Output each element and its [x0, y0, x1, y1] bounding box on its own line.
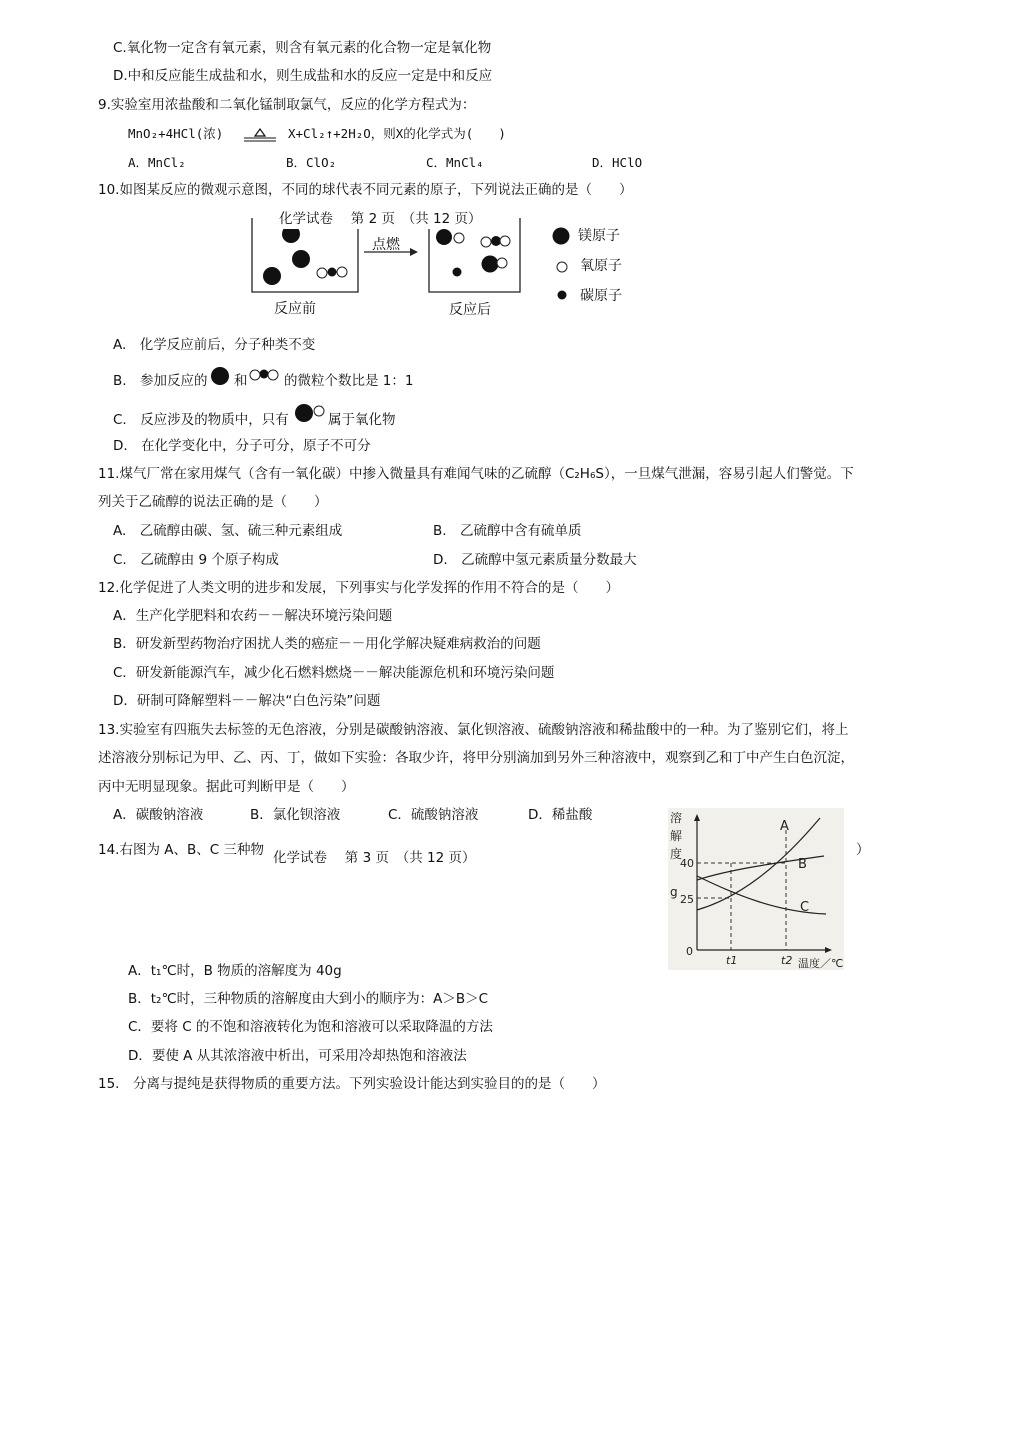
- after-label: 反应后: [449, 302, 491, 318]
- ylabel-char: 度: [670, 847, 683, 861]
- oxygen-atom: [497, 258, 507, 268]
- carbon-dioxide-molecule-icon: [248, 366, 284, 384]
- magnesium-oxide-molecule-icon: [294, 402, 328, 424]
- q12-option-a: A．生产化学肥料和农药－－解决环境污染问题: [113, 608, 393, 624]
- oxygen-atom: [317, 268, 327, 278]
- q9-option-b: B．ClO₂: [286, 155, 337, 170]
- q14-option-a: A．t₁℃时，B 物质的溶解度为 40g: [128, 963, 342, 979]
- q8-option-c: C.氧化物一定含有氧元素，则含有氧元素的化合物一定是氧化物: [113, 40, 492, 56]
- xtick-t2: t2: [781, 954, 793, 967]
- magnesium-atom: [482, 256, 499, 273]
- q10-option-a: A. 化学反应前后，分子种类不变: [113, 337, 316, 353]
- q11-option-a: A. 乙硫醇由碳、氢、硫三种元素组成: [113, 523, 343, 539]
- q12-option-c: C．研发新能源汽车，减少化石燃料燃烧－－解决能源危机和环境污染问题: [113, 665, 555, 681]
- q9-option-c: C．MnCl₄: [426, 155, 484, 170]
- q10-option-c-2: 属于氧化物: [328, 412, 396, 428]
- q11-option-b: B. 乙硫醇中含有硫单质: [433, 523, 582, 539]
- oxygen-atom: [337, 267, 347, 277]
- page-watermark-3: 化学试卷 第 3 页 （共 12 页）: [270, 848, 478, 868]
- q10-option-b-3: 的微粒个数比是 1：1: [284, 373, 414, 389]
- q13-stem-line1: 13.实验室有四瓶失去标签的无色溶液，分别是碳酸钠溶液、氯化钡溶液、硫酸钠溶液和稀盐酸中的一种。为了鉴别它们，将上: [98, 722, 849, 738]
- q10-option-c-1: C. 反应涉及的物质中，只有: [113, 412, 289, 428]
- q10-option-b-2: 和: [234, 373, 248, 389]
- q11-stem-line1: 11.煤气厂常在家用煤气（含有一氧化碳）中掺入微量具有难闻气味的乙硫醇（C₂H₆S），一旦煤气泄漏，容易引起人们警觉。下: [98, 466, 854, 482]
- q11-option-c: C. 乙硫醇由 9 个原子构成: [113, 552, 279, 568]
- after-beaker: [429, 218, 520, 292]
- oxygen-atom: [454, 233, 464, 243]
- q13-option-a: A．碳酸钠溶液: [113, 807, 204, 823]
- q15-stem: 15. 分离与提纯是获得物质的重要方法。下列实验设计能达到实验目的的是（ ）: [98, 1076, 606, 1092]
- curve-a-label: A: [780, 819, 789, 834]
- oxygen-atom: [481, 237, 491, 247]
- legend-carbon-icon: [558, 291, 567, 300]
- yunit-label: g: [670, 885, 678, 899]
- ytick-40: 40: [680, 857, 694, 870]
- q13-option-b: B．氯化钡溶液: [250, 807, 341, 823]
- q11-option-d: D. 乙硫醇中氢元素质量分数最大: [433, 552, 637, 568]
- q12-option-b: B．研发新型药物治疗困扰人类的癌症－－用化学解决疑难病救治的问题: [113, 636, 541, 652]
- q14-stem-end: ）: [856, 842, 870, 858]
- q11-stem-line2: 列关于乙硫醇的说法正确的是（ ）: [98, 494, 328, 510]
- q9-stem: 9.实验室用浓盐酸和二氧化锰制取氯气，反应的化学方程式为：: [98, 97, 476, 113]
- carbon-atom: [328, 268, 337, 277]
- ylabel-char: 溶: [670, 811, 683, 825]
- q12-option-d: D．研制可降解塑料－－解决“白色污染”问题: [113, 693, 381, 709]
- ylabel-char: 解: [670, 829, 683, 843]
- q13-stem-line2: 述溶液分别标记为甲、乙、丙、丁，做如下实验：各取少许，将甲分别滴加到另外三种溶液中，观察到乙和丁中产生白色沉淀，: [98, 750, 854, 766]
- q8-option-d: D.中和反应能生成盐和水，则生成盐和水的反应一定是中和反应: [113, 68, 493, 84]
- legend-magnesium-icon: [553, 228, 570, 245]
- magnesium-particle-icon: [210, 365, 232, 387]
- legend-magnesium: 镁原子: [578, 228, 620, 244]
- xtick-t1: t1: [726, 954, 738, 967]
- q13-stem-line3: 丙中无明显现象。据此可判断甲是（ ）: [98, 779, 355, 795]
- curve-b-label: B: [798, 857, 807, 872]
- magnesium-atom: [263, 267, 281, 285]
- q9-equation-right: X+Cl₂↑+2H₂O，则X的化学式为( ): [288, 126, 506, 141]
- legend-carbon: 碳原子: [580, 288, 622, 304]
- carbon-atom: [453, 268, 462, 277]
- q12-stem: 12.化学促进了人类文明的进步和发展，下列事实与化学发挥的作用不符合的是（ ）: [98, 580, 619, 596]
- page-watermark-2: 化学试卷 第 2 页 （共 12 页）: [276, 209, 484, 229]
- oxygen-atom: [500, 236, 510, 246]
- before-label: 反应前: [274, 301, 316, 317]
- curve-c-label: C: [800, 900, 810, 915]
- q13-option-c: C．硫酸钠溶液: [388, 807, 479, 823]
- magnesium-atom: [436, 229, 452, 245]
- legend-oxygen-icon: [557, 262, 567, 272]
- ytick-0: 0: [686, 945, 693, 958]
- reaction-arrow-label: 点燃: [372, 237, 400, 253]
- q9-option-d: D．HClO: [592, 155, 643, 170]
- q10-stem: 10.如图某反应的微观示意图，不同的球代表不同元素的原子，下列说法正确的是（ ）: [98, 182, 633, 198]
- heat-condition-icon: [244, 126, 276, 142]
- q14-option-b: B．t₂℃时，三种物质的溶解度由大到小的顺序为：A＞B＞C: [128, 991, 489, 1007]
- q14-option-c: C．要将 C 的不饱和溶液转化为饱和溶液可以采取降温的方法: [128, 1019, 493, 1035]
- q13-option-d: D．稀盐酸: [528, 807, 593, 823]
- graph-background: [668, 808, 844, 970]
- q9-equation-left: MnO₂+4HCl(浓): [128, 126, 224, 141]
- magnesium-atom: [292, 250, 310, 268]
- xlabel: 温度／℃: [798, 957, 844, 970]
- ytick-25: 25: [680, 893, 694, 906]
- q10-option-d: D. 在化学变化中，分子可分，原子不可分: [113, 438, 371, 454]
- q14-option-d: D．要使 A 从其浓溶液中析出，可采用冷却热饱和溶液法: [128, 1048, 467, 1064]
- q10-option-b-1: B. 参加反应的: [113, 373, 208, 389]
- q9-option-a: A．MnCl₂: [128, 155, 186, 170]
- q14-stem: 14.右图为 A、B、C 三种物: [98, 842, 264, 858]
- legend-oxygen: 氧原子: [580, 258, 622, 274]
- solubility-graph: [668, 808, 844, 970]
